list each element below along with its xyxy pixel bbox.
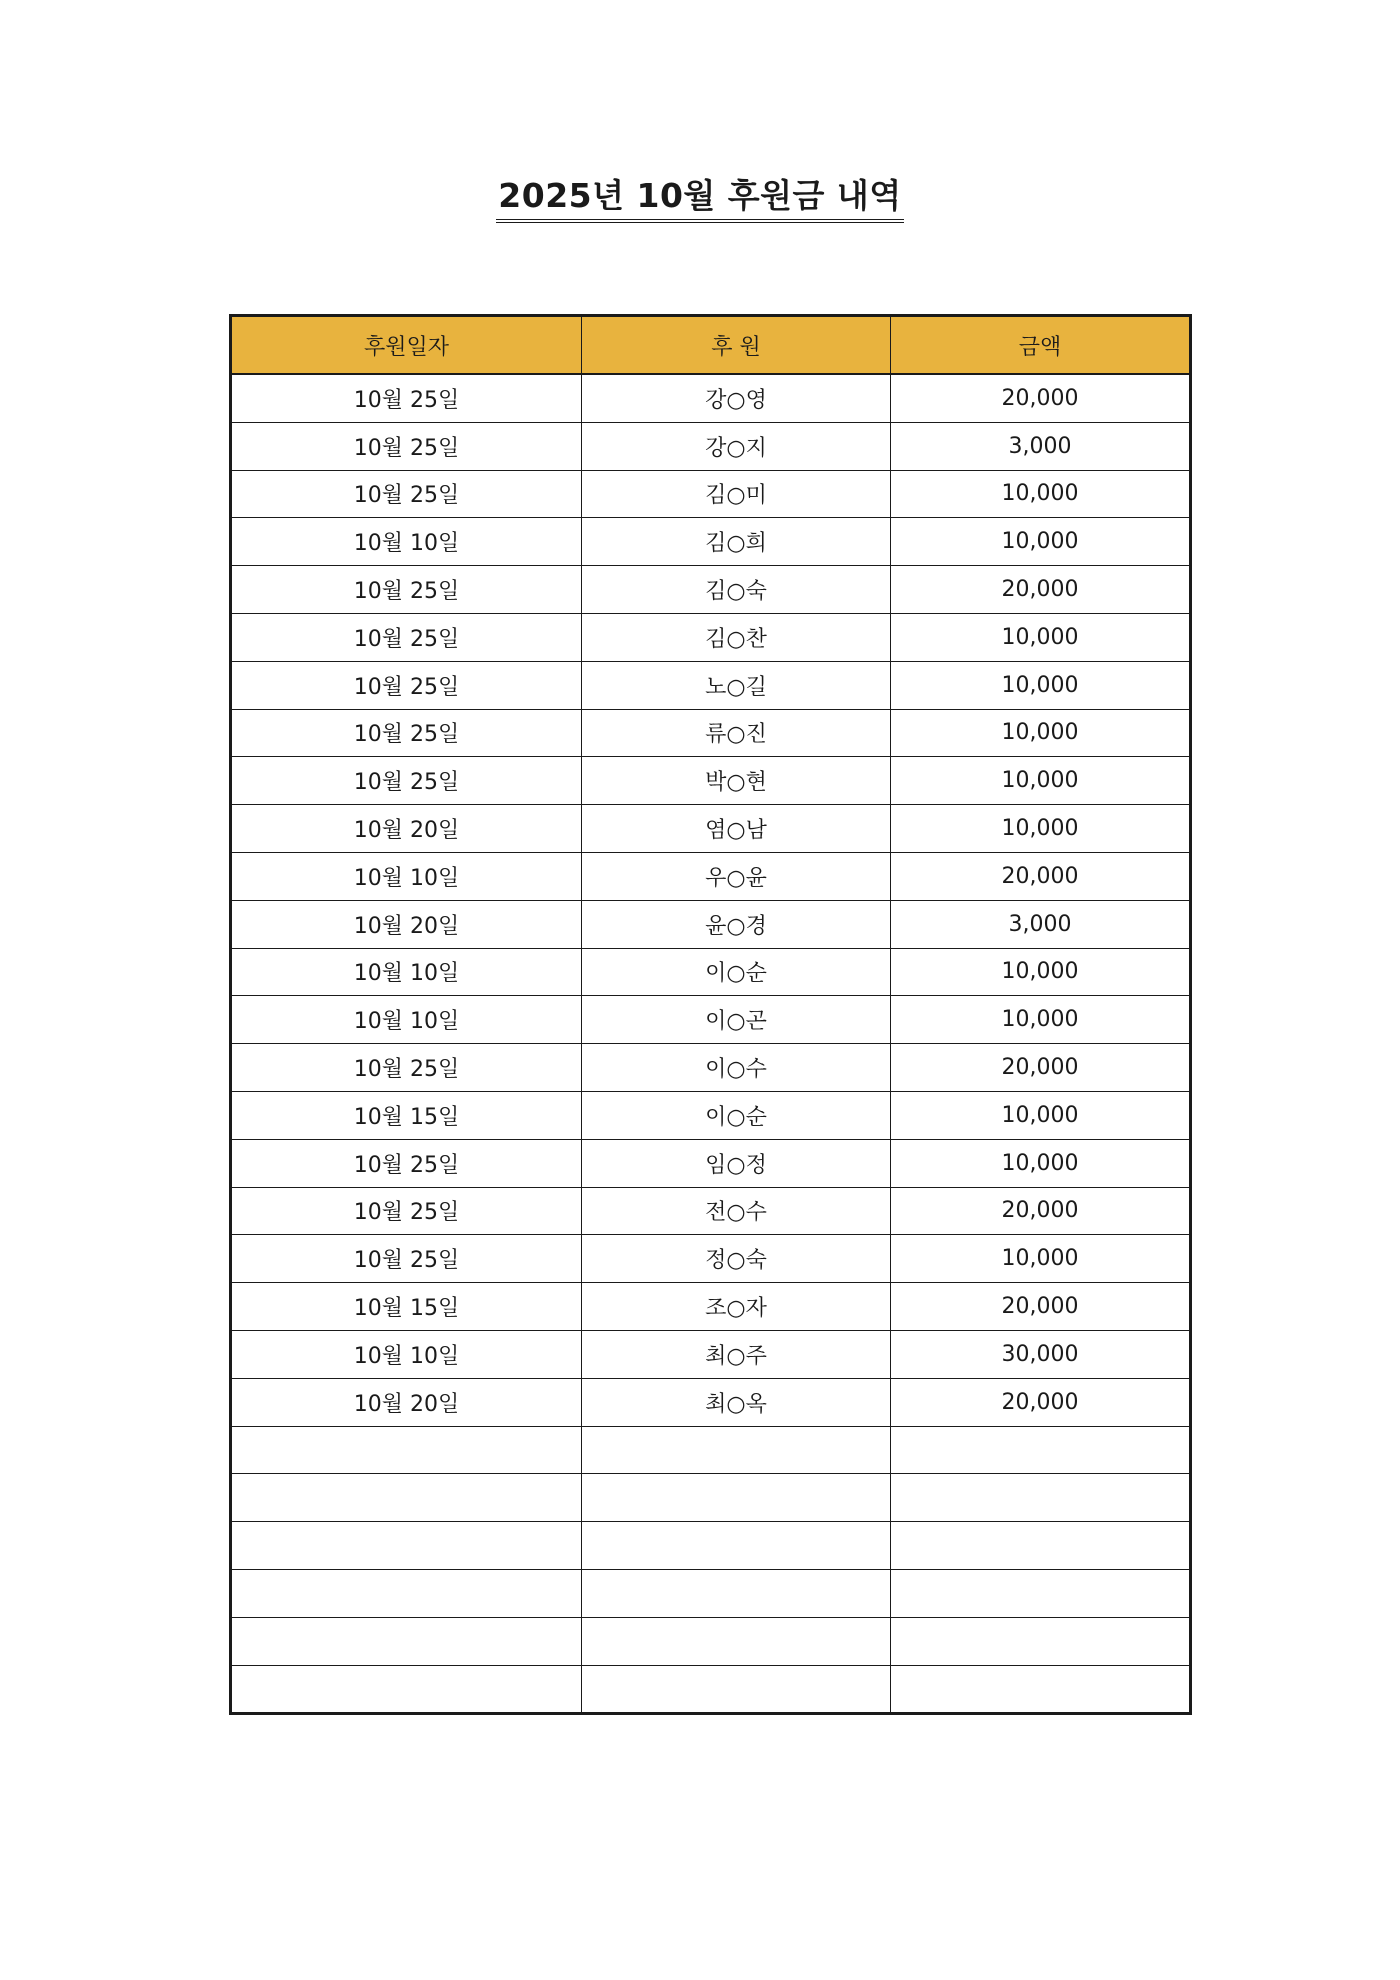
table-row [231, 470, 1191, 518]
cell-amount: 10,000 [891, 661, 1191, 709]
cell-donor [582, 1522, 891, 1570]
cell-amount: 3,000 [891, 900, 1191, 948]
cell-date: 10월 25일 [231, 661, 582, 709]
cell-amount [891, 1522, 1191, 1570]
table-row [231, 900, 1191, 948]
cell-date: 10월 25일 [231, 1044, 582, 1092]
cell-amount: 20,000 [891, 566, 1191, 614]
cell-donor: 김○숙 [582, 566, 891, 614]
cell-amount [891, 1426, 1191, 1474]
cell-donor: 박○현 [582, 757, 891, 805]
page-title [0, 174, 1400, 223]
cell-donor: 이○순 [582, 1091, 891, 1139]
table-row [231, 613, 1191, 661]
cell-date: 10월 25일 [231, 470, 582, 518]
cell-donor: 강○지 [582, 422, 891, 470]
cell-amount: 10,000 [891, 613, 1191, 661]
table-row [231, 422, 1191, 470]
table-row [231, 518, 1191, 566]
cell-date: 10월 10일 [231, 996, 582, 1044]
cell-donor: 조○자 [582, 1283, 891, 1331]
table-row [231, 661, 1191, 709]
cell-amount: 10,000 [891, 1139, 1191, 1187]
cell-donor: 김○미 [582, 470, 891, 518]
cell-amount: 10,000 [891, 1091, 1191, 1139]
cell-amount [891, 1474, 1191, 1522]
table-row [231, 566, 1191, 614]
column-header-donor: 후 원 [582, 316, 891, 375]
table-row [231, 1330, 1191, 1378]
table-row [231, 1091, 1191, 1139]
cell-date: 10월 25일 [231, 1235, 582, 1283]
donation-table [229, 314, 1192, 1715]
table-row [231, 1426, 1191, 1474]
cell-donor: 노○길 [582, 661, 891, 709]
cell-donor: 최○옥 [582, 1378, 891, 1426]
cell-donor: 정○숙 [582, 1235, 891, 1283]
table-row [231, 1187, 1191, 1235]
cell-date: 10월 25일 [231, 566, 582, 614]
cell-donor: 이○순 [582, 948, 891, 996]
table-row [231, 1474, 1191, 1522]
cell-donor: 윤○경 [582, 900, 891, 948]
cell-date: 10월 10일 [231, 518, 582, 566]
cell-date: 10월 25일 [231, 1139, 582, 1187]
cell-amount: 10,000 [891, 1235, 1191, 1283]
cell-donor [582, 1665, 891, 1714]
cell-donor [582, 1426, 891, 1474]
cell-donor [582, 1569, 891, 1617]
cell-date: 10월 25일 [231, 757, 582, 805]
table-row [231, 852, 1191, 900]
cell-donor: 이○곤 [582, 996, 891, 1044]
cell-amount: 10,000 [891, 948, 1191, 996]
page-title-text: 2025년 10월 후원금 내역 [496, 174, 903, 223]
cell-donor: 임○정 [582, 1139, 891, 1187]
cell-date [231, 1426, 582, 1474]
table-row [231, 1665, 1191, 1714]
cell-amount: 3,000 [891, 422, 1191, 470]
cell-amount: 10,000 [891, 709, 1191, 757]
cell-donor: 김○찬 [582, 613, 891, 661]
cell-date: 10월 15일 [231, 1091, 582, 1139]
header-row [231, 316, 1191, 375]
cell-date: 10월 20일 [231, 1378, 582, 1426]
cell-date [231, 1522, 582, 1570]
cell-amount: 30,000 [891, 1330, 1191, 1378]
cell-date [231, 1665, 582, 1714]
cell-date [231, 1617, 582, 1665]
cell-amount: 20,000 [891, 1378, 1191, 1426]
cell-date: 10월 20일 [231, 900, 582, 948]
cell-donor: 우○윤 [582, 852, 891, 900]
cell-date: 10월 15일 [231, 1283, 582, 1331]
cell-date: 10월 25일 [231, 613, 582, 661]
table-row [231, 1044, 1191, 1092]
table-row [231, 757, 1191, 805]
cell-donor: 전○수 [582, 1187, 891, 1235]
cell-date [231, 1569, 582, 1617]
cell-date: 10월 25일 [231, 709, 582, 757]
cell-date: 10월 10일 [231, 852, 582, 900]
cell-donor [582, 1617, 891, 1665]
table-header [231, 316, 1191, 375]
table-row [231, 1378, 1191, 1426]
cell-amount [891, 1617, 1191, 1665]
cell-amount [891, 1569, 1191, 1617]
table-row [231, 948, 1191, 996]
cell-amount [891, 1665, 1191, 1714]
table-body [231, 374, 1191, 1714]
cell-amount: 20,000 [891, 374, 1191, 422]
table-row [231, 805, 1191, 853]
table-row [231, 1283, 1191, 1331]
cell-amount: 20,000 [891, 1283, 1191, 1331]
cell-amount: 20,000 [891, 1187, 1191, 1235]
table-row [231, 1522, 1191, 1570]
cell-date: 10월 25일 [231, 374, 582, 422]
cell-date [231, 1474, 582, 1522]
cell-donor: 최○주 [582, 1330, 891, 1378]
table-row [231, 374, 1191, 422]
column-header-date: 후원일자 [231, 316, 582, 375]
column-header-amount: 금액 [891, 316, 1191, 375]
cell-amount: 10,000 [891, 757, 1191, 805]
table-row [231, 1569, 1191, 1617]
table-row [231, 709, 1191, 757]
cell-donor: 강○영 [582, 374, 891, 422]
cell-amount: 10,000 [891, 996, 1191, 1044]
cell-amount: 20,000 [891, 852, 1191, 900]
cell-amount: 10,000 [891, 470, 1191, 518]
table-row [231, 1235, 1191, 1283]
table-row [231, 1139, 1191, 1187]
cell-amount: 10,000 [891, 805, 1191, 853]
cell-date: 10월 10일 [231, 948, 582, 996]
table-row [231, 996, 1191, 1044]
cell-date: 10월 10일 [231, 1330, 582, 1378]
cell-donor: 이○수 [582, 1044, 891, 1092]
cell-donor: 류○진 [582, 709, 891, 757]
cell-donor: 염○남 [582, 805, 891, 853]
cell-date: 10월 25일 [231, 422, 582, 470]
cell-donor [582, 1474, 891, 1522]
cell-amount: 10,000 [891, 518, 1191, 566]
cell-date: 10월 20일 [231, 805, 582, 853]
cell-date: 10월 25일 [231, 1187, 582, 1235]
table-row [231, 1617, 1191, 1665]
cell-donor: 김○희 [582, 518, 891, 566]
cell-amount: 20,000 [891, 1044, 1191, 1092]
